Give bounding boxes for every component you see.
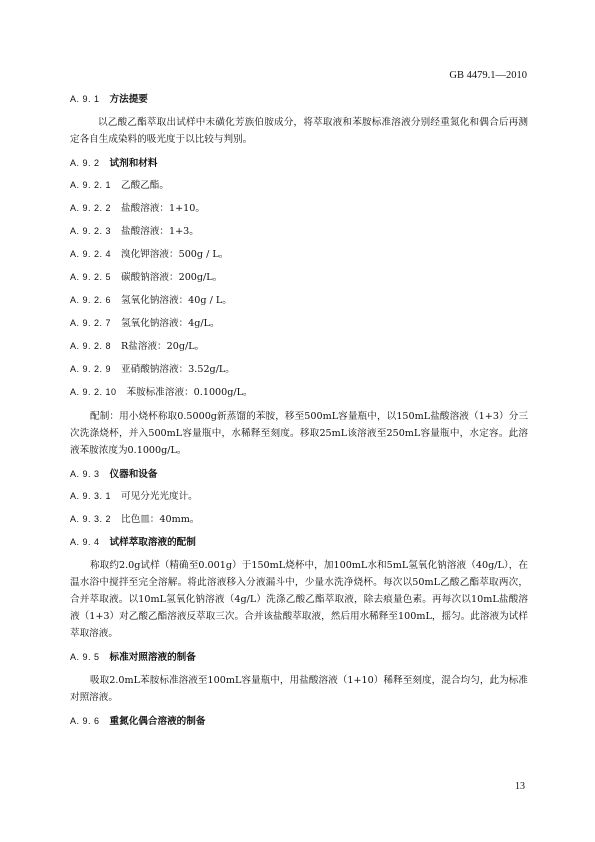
heading-text: 方法提要 [109,94,148,105]
item-text: 盐酸溶液：1+10。 [121,203,205,214]
clause-number: A. 9. 2. 3 [70,226,112,236]
list-item [70,316,528,331]
item-text: 亚硝酸钠溶液：3.52g/L。 [121,364,235,375]
paragraph: 吸取2.0mL苯胺标准溶液至100mL容量瓶中，用盐酸溶液（1+10）稀释至刻度，混合均匀，此为标准对照溶液。 [70,675,528,703]
clause-number: A. 9. 3. 2 [70,514,112,524]
section-heading [70,92,528,107]
clause-number: A. 9. 2. 4 [70,249,112,259]
item-text: 盐酸溶液：1+3。 [121,226,199,237]
item-text: R盐溶液：20g/L。 [121,341,205,352]
paragraph: 以乙酸乙酯萃取出试样中未磺化芳族伯胺成分，将萃取液和苯胺标准溶液分别经重氮化和偶合后再测定各自生成染料的吸光度于以比较与判别。 [70,117,528,145]
clause-number: A. 9. 2. 2 [70,203,112,213]
heading-text: 重氮化偶合溶液的制备 [109,716,206,727]
section-heading [70,650,528,665]
list-item [70,178,528,193]
section-heading [70,467,528,482]
clause-number: A. 9. 2. 7 [70,318,112,328]
heading-text: 标准对照溶液的制备 [109,652,196,663]
heading-text: 仪器和设备 [109,469,158,480]
section-heading [70,714,528,729]
clause-number: A. 9. 3. 1 [70,491,112,501]
clause-number: A. 9. 3 [70,469,100,479]
clause-number: A. 9. 2. 10 [70,387,117,397]
item-text: 碳酸钠溶液：200g/L。 [121,272,223,283]
clause-number: A. 9. 6 [70,716,100,726]
list-item [70,512,528,527]
list-item [70,224,528,239]
standard-number: GB 4479.1—2010 [449,70,527,81]
item-text: 比色皿：40mm。 [121,514,200,525]
clause-number: A. 9. 2. 9 [70,364,112,374]
list-item [70,385,528,400]
list-item [70,339,528,354]
heading-text: 试剂和材料 [109,158,158,169]
heading-text: 试样萃取溶液的配制 [109,537,196,548]
paragraph: 称取约2.0g试样（精确至0.001g）于150mL烧杯中，加100mL水和5mL氢氧化钠溶液（40g/L），在温水浴中搅拌至完全溶解。将此溶液移入分液漏斗中，少量水洗净烧杯。每次以50mL乙酸乙酯萃取两次，合并萃取液。以10mL氢氧化钠溶液（4g/L）洗涤乙酸乙酯萃取液，除去痕量色素。再每次以10mL盐酸溶液（1+3）对乙酸乙酯溶液反萃取三次。合并该盐酸萃取液，然后用水稀释至100mL，摇匀。此溶液为试样萃取溶液。 [70,560,528,639]
item-text: 溴化钾溶液：500g / L。 [121,249,229,260]
clause-number: A. 9. 2 [70,158,100,168]
clause-number: A. 9. 2. 5 [70,272,112,282]
clause-number: A. 9. 4 [70,537,100,547]
list-item [70,362,528,377]
section-heading [70,535,528,550]
clause-number: A. 9. 2. 8 [70,341,112,351]
clause-number: A. 9. 2. 6 [70,295,112,305]
document-body [70,89,528,736]
item-text: 氢氧化钠溶液：40g / L。 [121,295,232,306]
item-text: 可见分光光度计。 [121,491,198,502]
paragraph: 配制：用小烧杯称取0.5000g新蒸馏的苯胺，移至500mL容量瓶中，以150mL盐酸溶液（1+3）分三次洗涤烧杯，并入500mL容量瓶中，水稀释至刻度。移取25mL该溶液至250mL容量瓶中，水定容。此溶液苯胺浓度为0.1000g/L。 [70,411,528,456]
clause-number: A. 9. 2. 1 [70,180,112,190]
item-text: 氢氧化钠溶液：4g/L。 [121,318,220,329]
item-text: 苯胺标准溶液：0.1000g/L。 [126,387,253,398]
clause-number: A. 9. 1 [70,94,100,104]
list-item [70,489,528,504]
page-number: 13 [515,781,525,792]
list-item [70,293,528,308]
section-heading [70,156,528,171]
list-item [70,201,528,216]
list-item [70,247,528,262]
list-item [70,270,528,285]
item-text: 乙酸乙酯。 [121,180,169,191]
clause-number: A. 9. 5 [70,652,100,662]
